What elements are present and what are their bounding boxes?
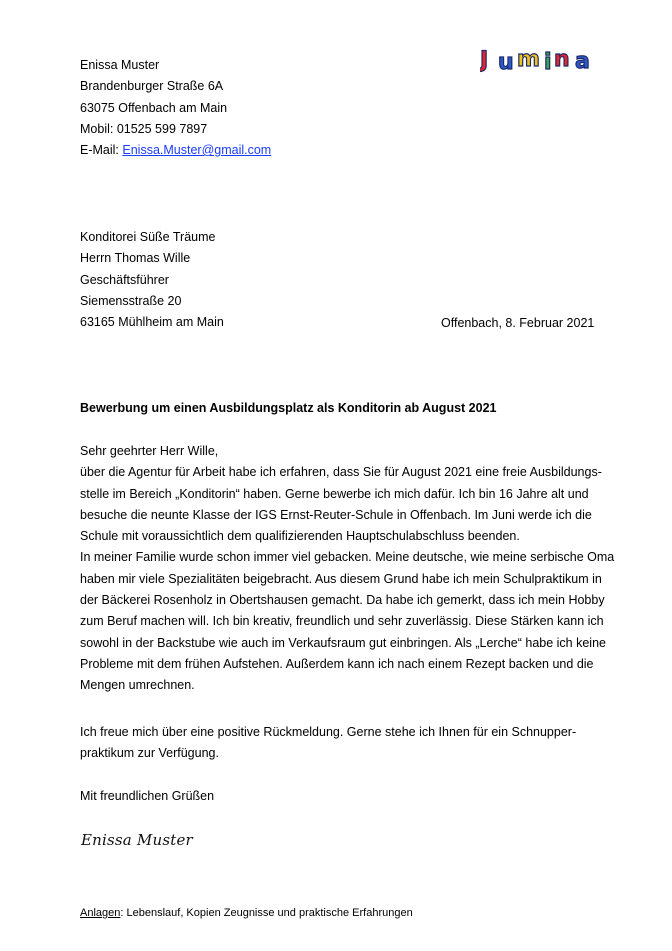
paragraph2-line: haben mir viele Spezialitäten beigebracht. Aus diesem Grund habe ich mein Schulpraktikum in: [80, 571, 602, 586]
recipient-address: [80, 227, 224, 333]
paragraph2-line: Probleme mit dem frühen Aufstehen. Außerdem kann ich nach einem Rezept backen und die: [80, 656, 594, 671]
paragraph3-line: Ich freue mich über eine positive Rückmeldung. Gerne stehe ich Ihnen für ein Schnupper-: [80, 725, 577, 739]
sender-mobile: Mobil: 01525 599 7897: [80, 121, 208, 136]
attachments-text: Lebenslauf, Kopien Zeugnisse und praktische Erfahrungen: [126, 907, 413, 919]
svg-text:m: m: [517, 47, 540, 72]
jumina-logo: [480, 47, 596, 73]
letter-subject: Bewerbung um einen Ausbildungsplatz als Konditorin ab August 2021: [80, 401, 497, 415]
paragraph2-line: In meiner Familie wurde schon immer viel gebacken. Meine deutsche, wie meine serbische Oma: [80, 550, 615, 565]
letter-date: Offenbach, 8. Februar 2021: [441, 316, 595, 330]
attachments-line: [80, 904, 413, 922]
attachments-separator: :: [120, 907, 127, 919]
paragraph2-line: zum Beruf machen will. Ich bin kreativ, freundlich und sehr zuverlässig. Diese Stärken kann ich: [80, 614, 604, 629]
recipient-position: Geschäftsführer: [80, 272, 169, 287]
svg-text:u: u: [498, 50, 514, 73]
paragraph3-line: praktikum zur Verfügung.: [80, 746, 219, 761]
signature: Enissa Muster: [81, 831, 193, 849]
letter-body: [80, 441, 620, 697]
attachments-label: Anlagen: [80, 907, 121, 919]
recipient-company: Konditorei Süße Träume: [80, 230, 216, 244]
closing-greeting: Mit freundlichen Grüßen: [80, 789, 215, 803]
salutation: Sehr geehrter Herr Wille,: [80, 444, 219, 458]
recipient-street: Siemensstraße 20: [80, 293, 182, 308]
sender-email-line: [80, 140, 271, 161]
recipient-city: 63165 Mühlheim am Main: [80, 315, 224, 330]
paragraph2-line: sowohl in der Backstube wie auch im Verkaufsraum gut einbringen. Als „Lerche“ habe ich keine: [80, 635, 606, 650]
svg-text:J: J: [480, 48, 489, 73]
paragraph2-line: Mengen umrechnen.: [80, 678, 195, 693]
paragraph1-line: stelle im Bereich „Konditorin“ haben. Gerne bewerbe ich mich dafür. Ich bin 16 Jahre alt und: [80, 486, 589, 501]
svg-text:i: i: [544, 50, 552, 73]
paragraph1-line: besuche die neunte Klasse der IGS Ernst-Reuter-Schule in Offenbach. Im Juni werde ich die: [80, 507, 592, 522]
recipient-name: Herrn Thomas Wille: [80, 251, 191, 266]
svg-text:n: n: [554, 47, 570, 72]
sender-address: [80, 55, 271, 161]
paragraph2-line: der Bäckerei Rosenholz in Obertshausen gemacht. Da habe ich gemerkt, dass ich mein Hobby: [80, 593, 605, 608]
closing-paragraph: [80, 722, 620, 765]
paragraph1-line: Schule mit voraussichtlich dem qualifizierenden Hauptschulabschluss beenden.: [80, 529, 520, 544]
svg-text:a: a: [575, 49, 590, 73]
sender-city: 63075 Offenbach am Main: [80, 100, 228, 115]
email-label: E-Mail:: [80, 143, 123, 158]
sender-street: Brandenburger Straße 6A: [80, 79, 224, 94]
paragraph1-line: über die Agentur für Arbeit habe ich erfahren, dass Sie für August 2021 eine freie Ausbildungs-: [80, 465, 602, 480]
sender-name: Enissa Muster: [80, 58, 160, 72]
email-link[interactable]: Enissa.Muster@gmail.com: [122, 143, 272, 158]
